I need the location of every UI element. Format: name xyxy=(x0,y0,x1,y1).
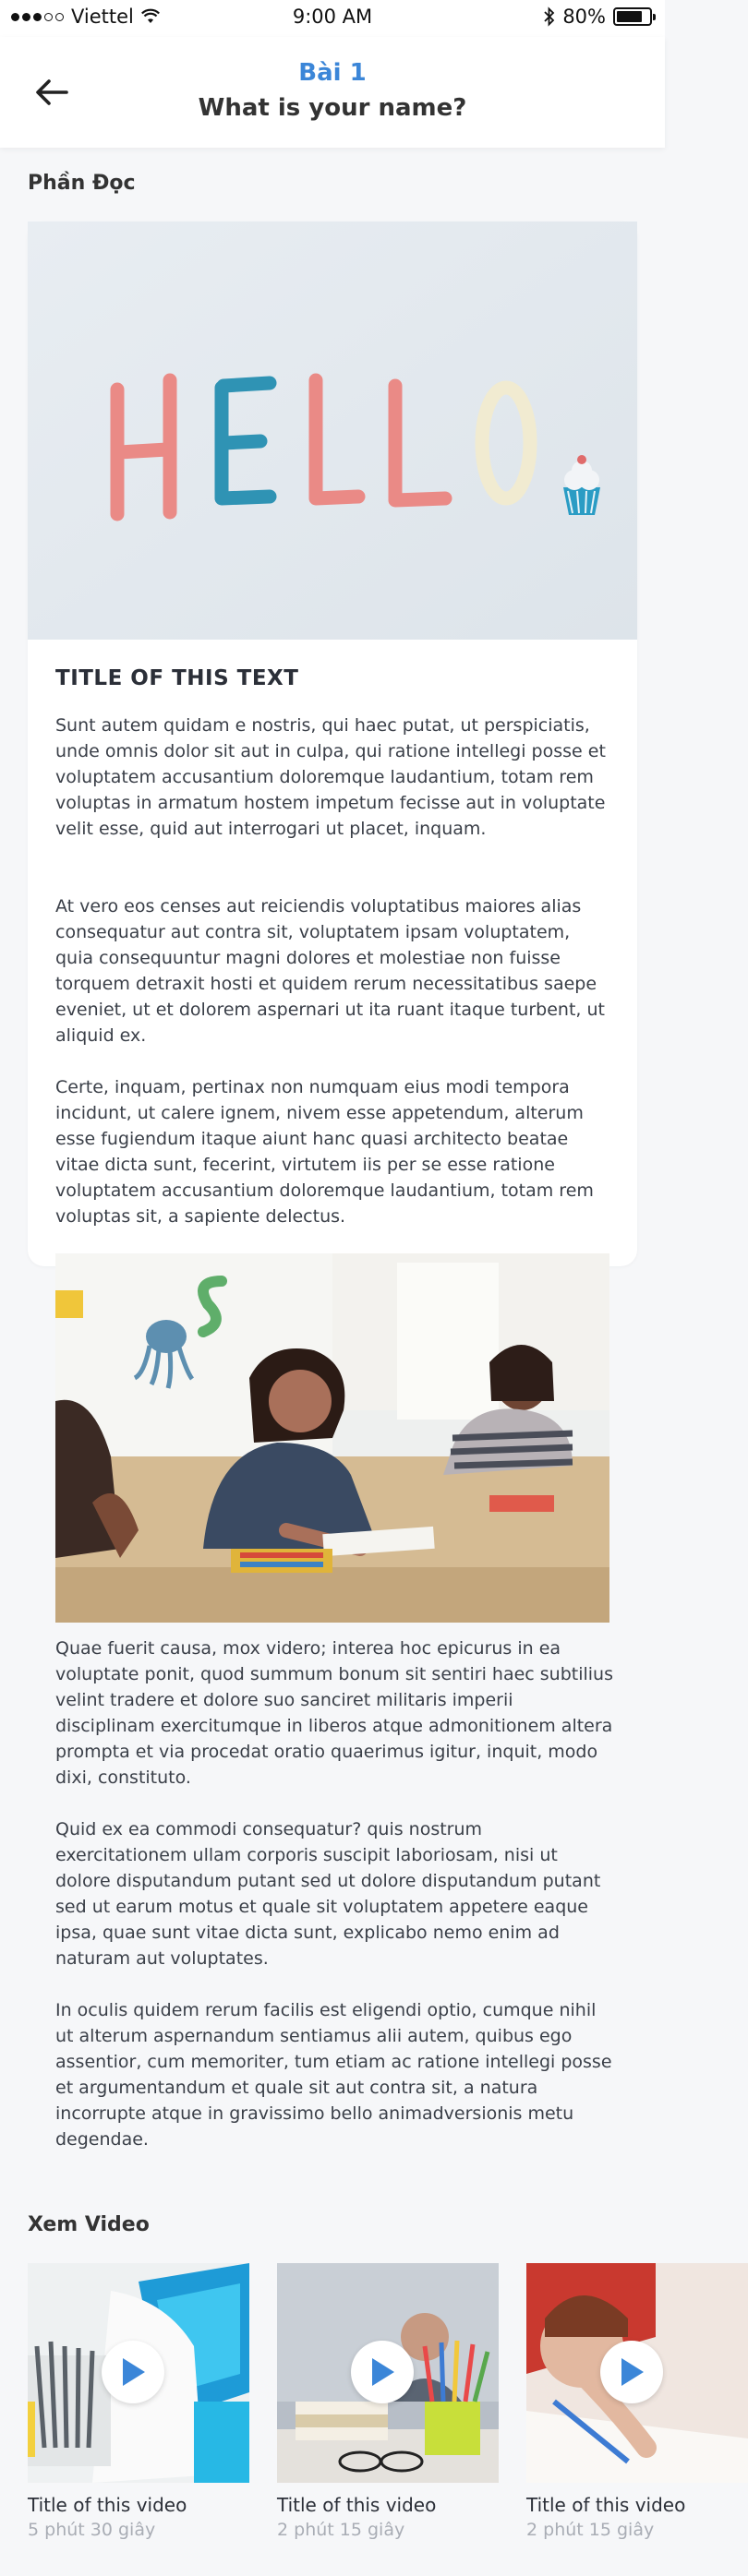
paragraph: Quid ex ea commodi consequatur? quis nostrum exercitationem ullam corporis suscipit laboriosam, nisi ut dolore disputandum putant sed ut dolore disputandum putant sed ut earum motus et quale sit voluptatem appetere eaque ipsa, quae sunt vitae dicta sunt, explicabo nemo enim ad naturam aut voluptates. xyxy=(55,1819,601,1969)
video-thumbnail[interactable] xyxy=(28,2263,249,2483)
video-card[interactable] xyxy=(526,2263,748,2540)
classroom-photo xyxy=(55,1253,609,1623)
play-button[interactable] xyxy=(600,2341,663,2403)
paragraph: In oculis quidem rerum facilis est eligendi optio, cumque nihil ut alterum aspernandum sentiamus alii autem, quibus ego assentior, cum memoriter, tum etiam ac ratione intellegi posse et argumentandum et quale sit aut contra sit, a natura incorrupte atque in gravissimo bello animadversionis metu degendae. xyxy=(55,2000,612,2150)
paragraph: Sunt autem quidam e nostris, qui haec putat, ut perspiciatis, unde omnis dolor sit aut in culpa, qui ratione intellegi posse et voluptatem accusantium doloremque laudantium, totam rem voluptas in armatum hostem impetum fecisse aut in voluptate velit esse, quid aut interrogari ut placet, inquam. xyxy=(55,715,606,839)
battery-level xyxy=(617,11,642,22)
carrier-name: Viettel xyxy=(71,6,134,28)
hello-hero-image xyxy=(28,222,637,640)
hero-caption: HELLO xyxy=(332,633,336,634)
lesson-title: What is your name? xyxy=(198,94,467,122)
play-button[interactable] xyxy=(351,2341,414,2403)
clock: 9:00 AM xyxy=(292,6,373,28)
lesson-number: Bài 1 xyxy=(298,59,367,87)
text-title: TITLE OF THIS TEXT xyxy=(55,666,299,690)
video-title: Title of this video xyxy=(277,2494,437,2516)
video-thumbnail[interactable] xyxy=(526,2263,748,2483)
bluetooth-icon xyxy=(544,7,555,26)
video-duration: 2 phút 15 giây xyxy=(277,2520,405,2540)
reading-section-label: Phần Đọc xyxy=(28,172,136,195)
video-duration: 5 phút 30 giây xyxy=(28,2520,156,2540)
status-bar xyxy=(0,0,665,37)
battery-icon xyxy=(613,7,652,26)
paragraph: At vero eos censes aut reiciendis voluptatibus maiores alias consequatur aut contra sit, voluptatem ipsam voluptatem, quia consequuntur magni dolores et molestiae non fuisse torquem detraxit hosti et quidem rerum necessitatibus saepe eveniet, ut et dolorem aspernari ut ita ruant itaque turbent, ut aliquid ex. xyxy=(55,896,605,1046)
video-title: Title of this video xyxy=(526,2494,686,2516)
play-icon xyxy=(119,2356,147,2388)
video-card[interactable] xyxy=(28,2263,249,2540)
play-button[interactable] xyxy=(102,2341,164,2403)
video-duration: 2 phút 15 giây xyxy=(526,2520,655,2540)
video-card[interactable] xyxy=(277,2263,499,2540)
app-header xyxy=(0,37,665,148)
play-icon xyxy=(368,2356,396,2388)
video-title: Title of this video xyxy=(28,2494,187,2516)
video-section-label: Xem Video xyxy=(28,2213,150,2236)
battery-percent: 80% xyxy=(562,6,606,28)
paragraph: Certe, inquam, pertinax non numquam eius modi tempora incidunt, ut calere ignem, nivem esse appetendum, alterum esse fugiendum itaque aiunt hanc quasi architecto beatae vitae dicta sunt, fecerint, virtutem iis per se esse ratione voluptatem accusantium doloremque laudantium, totam rem voluptas sit, a sapiente delectus. xyxy=(55,1077,594,1227)
video-thumbnail[interactable] xyxy=(277,2263,499,2483)
paragraph: Quae fuerit causa, mox videro; interea hoc epicurus in ea voluptate ponit, quod summum bonum sit sentiri haec subtilius velint tradere et dolore suo sanciret militaris imperii disciplinam exercitumque in liberos atque admonitionem altera prompta et via procedat oratio quaerimus igitur, inquit, modo dixi, constituto. xyxy=(55,1638,613,1788)
play-icon xyxy=(618,2356,645,2388)
video-carousel[interactable] xyxy=(28,2263,686,2558)
reading-card xyxy=(28,222,637,2150)
